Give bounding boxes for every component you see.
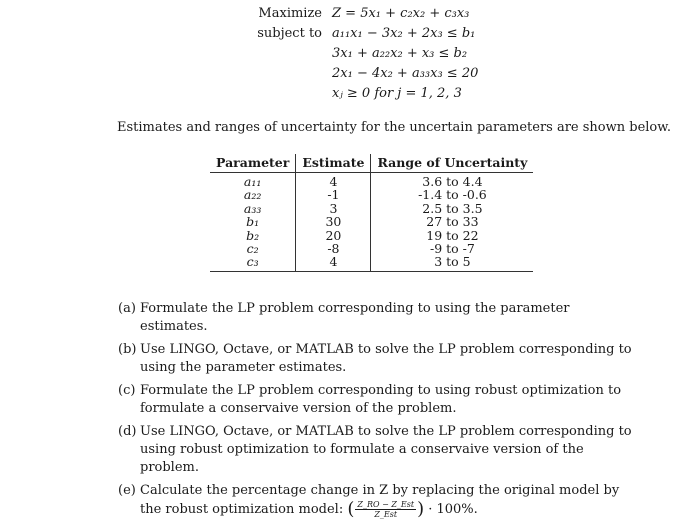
estimate-cell: 30 (296, 215, 371, 228)
header-range: Range of Uncertainty (371, 154, 533, 173)
constraint-row (238, 84, 478, 104)
header-parameter: Parameter (210, 154, 296, 173)
question-label: (d) (118, 424, 137, 439)
range-cell: -9 to -7 (429, 241, 475, 257)
param-cell: b₁ (246, 214, 260, 230)
table-row (210, 173, 533, 189)
nonnegativity-constraint: xⱼ ≥ 0 for j = 1, 2, 3 (332, 86, 462, 101)
table-row (210, 242, 533, 255)
table-row (210, 255, 533, 271)
param-cell: a₂₂ (243, 187, 262, 203)
question-item (118, 482, 638, 519)
estimate-cell: -8 (296, 242, 371, 255)
question-item (118, 300, 638, 336)
question-label: (c) (118, 383, 136, 398)
row-label (238, 44, 332, 64)
question-text: Formulate the LP problem corresponding to using robust optimization to formulate a conservaive version of the problem. (140, 383, 622, 416)
objective-row (238, 4, 478, 24)
fraction-denominator: Z_Est (374, 510, 398, 519)
row-label: subject to (257, 26, 322, 41)
table-header-row (210, 154, 533, 173)
open-paren: ( (347, 498, 355, 520)
param-cell: b₂ (246, 227, 260, 243)
range-cell: 3.6 to 4.4 (422, 174, 483, 189)
param-cell: a₃₃ (243, 200, 262, 216)
question-label: (b) (118, 342, 137, 357)
estimate-cell: 3 (296, 202, 371, 215)
estimate-cell: 4 (296, 173, 371, 189)
question-text-container (140, 482, 638, 519)
table-row (210, 202, 533, 215)
question-label: (a) (118, 301, 136, 316)
row-label (238, 84, 332, 104)
fraction-numerator: Z_RO − Z_Est (357, 500, 415, 509)
question-label: (e) (118, 483, 136, 498)
range-cell: 19 to 22 (426, 227, 479, 243)
constraint-row (238, 64, 478, 84)
question-text: Use LINGO, Octave, or MATLAB to solve the LP problem corresponding to using robust optimization to formulate a conservaive version of the problem. (140, 424, 632, 475)
intro-text: Estimates and ranges of uncertainty for the uncertain parameters are shown below. (117, 120, 671, 135)
range-cell: 2.5 to 3.5 (422, 200, 483, 216)
formula-suffix: · 100%. (428, 502, 478, 517)
param-cell: a₁₁ (243, 174, 262, 189)
question-item (118, 341, 638, 377)
table-row (210, 215, 533, 228)
question-text: Formulate the LP problem corresponding to using the parameter estimates. (140, 301, 570, 334)
range-cell: 3 to 5 (371, 255, 533, 271)
question-text: Calculate the percentage change in Z by replacing the original model by the robust optimization model: (140, 483, 620, 517)
table-row (210, 188, 533, 201)
question-item (118, 423, 638, 477)
close-paren: ) (417, 498, 425, 520)
estimate-cell: 20 (296, 229, 371, 242)
header-estimate: Estimate (296, 154, 371, 173)
question-text: Use LINGO, Octave, or MATLAB to solve the LP problem corresponding to using the parameter estimates. (140, 342, 632, 375)
estimate-cell: -1 (296, 188, 371, 201)
row-label (238, 64, 332, 84)
question-list (118, 300, 638, 524)
estimate-cell: 4 (296, 255, 371, 271)
constraint-row (238, 44, 478, 64)
question-item (118, 382, 638, 418)
constraint-row (238, 24, 478, 44)
constraint-1: a₁₁x₁ − 3x₂ + 2x₃ ≤ b₁ (332, 26, 476, 41)
uncertainty-table (210, 154, 533, 272)
constraint-2: 3x₁ + a₂₂x₂ + x₃ ≤ b₂ (332, 46, 468, 61)
objective-function: Z = 5x₁ + c₂x₂ + c₃x₃ (332, 6, 470, 21)
constraint-3: 2x₁ − 4x₂ + a₃₃x₃ ≤ 20 (332, 66, 479, 81)
param-cell: c₂ (246, 241, 259, 257)
row-label: Maximize (258, 6, 322, 21)
param-cell: c₃ (210, 255, 296, 271)
range-cell: -1.4 to -0.6 (418, 187, 487, 203)
range-cell: 27 to 33 (426, 214, 479, 230)
table-row (210, 229, 533, 242)
lp-formulation (238, 4, 478, 104)
